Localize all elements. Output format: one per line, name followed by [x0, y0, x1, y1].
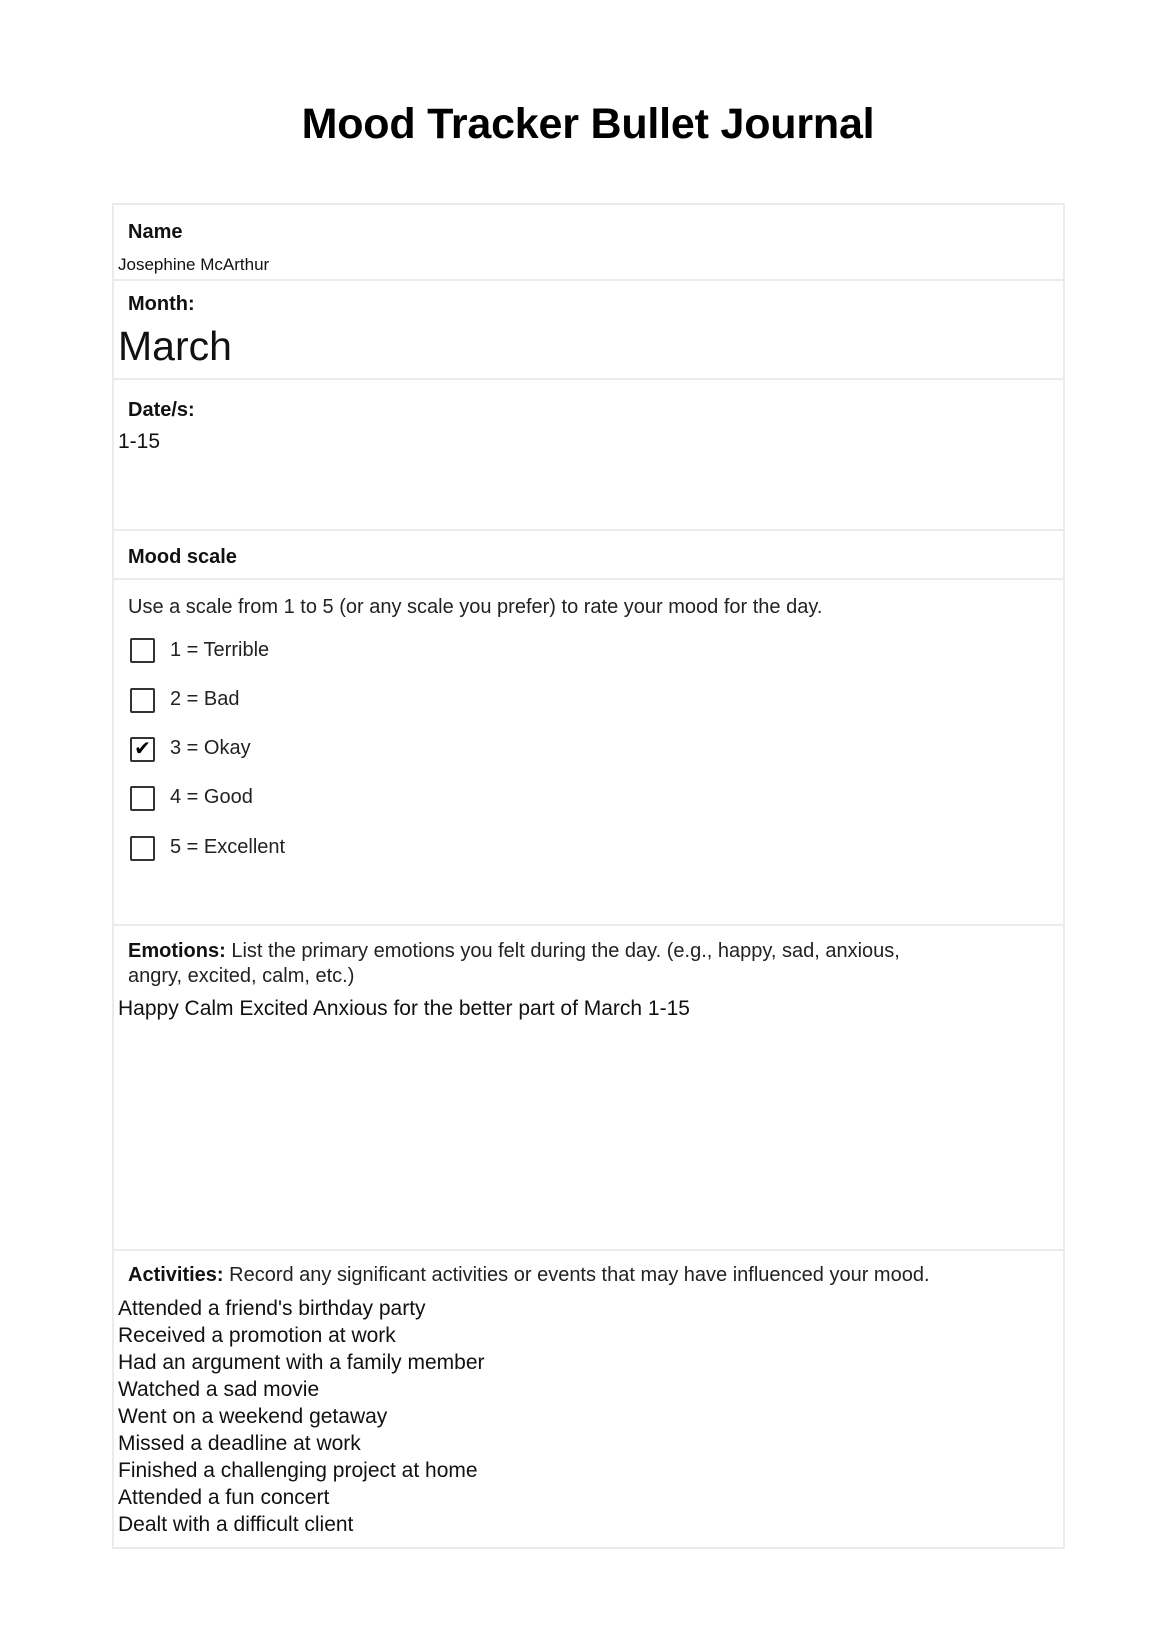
divider	[114, 924, 1063, 926]
checkbox-2[interactable]	[130, 688, 155, 713]
dates-value[interactable]: 1-15	[118, 430, 161, 453]
activity-item: Went on a weekend getaway	[118, 1405, 388, 1428]
activities-prompt-text: Record any significant activities or events that may have influenced your mood.	[229, 1264, 930, 1286]
emotions-value[interactable]: Happy Calm Excited Anxious for the better part of March 1-15	[118, 997, 690, 1020]
checkbox-1[interactable]	[130, 638, 155, 663]
activity-item: Attended a friend's birthday party	[118, 1297, 426, 1320]
journal-form	[112, 203, 1065, 1549]
page-title: Mood Tracker Bullet Journal	[301, 100, 875, 148]
mood-option-label: 3 = Okay	[170, 737, 251, 759]
checkbox-4[interactable]	[130, 786, 155, 811]
emotions-prompt-line2: angry, excited, calm, etc.)	[128, 965, 355, 987]
activity-item: Received a promotion at work	[118, 1324, 396, 1347]
checkbox-3[interactable]	[130, 737, 155, 762]
activity-item: Dealt with a difficult client	[118, 1513, 354, 1536]
emotions-label: Emotions:	[128, 940, 226, 962]
mood-option-label: 5 = Excellent	[170, 836, 286, 858]
checkmark-icon: ✔	[134, 738, 151, 760]
month-value[interactable]: March	[118, 323, 232, 369]
activity-item: Attended a fun concert	[118, 1486, 330, 1509]
mood-option-label: 4 = Good	[170, 786, 253, 808]
mood-scale-instruction: Use a scale from 1 to 5 (or any scale you prefer) to rate your mood for the day.	[128, 596, 823, 618]
activity-item: Watched a sad movie	[118, 1378, 320, 1401]
divider	[114, 378, 1063, 380]
name-label: Name	[128, 221, 183, 243]
divider	[114, 279, 1063, 281]
divider	[114, 1249, 1063, 1251]
activity-item: Missed a deadline at work	[118, 1432, 361, 1455]
activity-item: Had an argument with a family member	[118, 1351, 485, 1374]
mood-scale-label: Mood scale	[128, 546, 237, 568]
activities-prompt	[128, 1264, 930, 1287]
divider	[114, 578, 1063, 580]
activities-label: Activities:	[128, 1264, 224, 1286]
emotions-prompt	[128, 939, 900, 989]
dates-label: Date/s:	[128, 399, 195, 421]
mood-option-label: 1 = Terrible	[170, 639, 270, 661]
mood-option-label: 2 = Bad	[170, 688, 240, 710]
emotions-prompt-line1: List the primary emotions you felt during the day. (e.g., happy, sad, anxious,	[231, 940, 900, 962]
name-value[interactable]: Josephine McArthur	[118, 255, 270, 274]
checkbox-5[interactable]	[130, 836, 155, 861]
month-label: Month:	[128, 293, 195, 315]
divider	[114, 529, 1063, 531]
activity-item: Finished a challenging project at home	[118, 1459, 478, 1482]
